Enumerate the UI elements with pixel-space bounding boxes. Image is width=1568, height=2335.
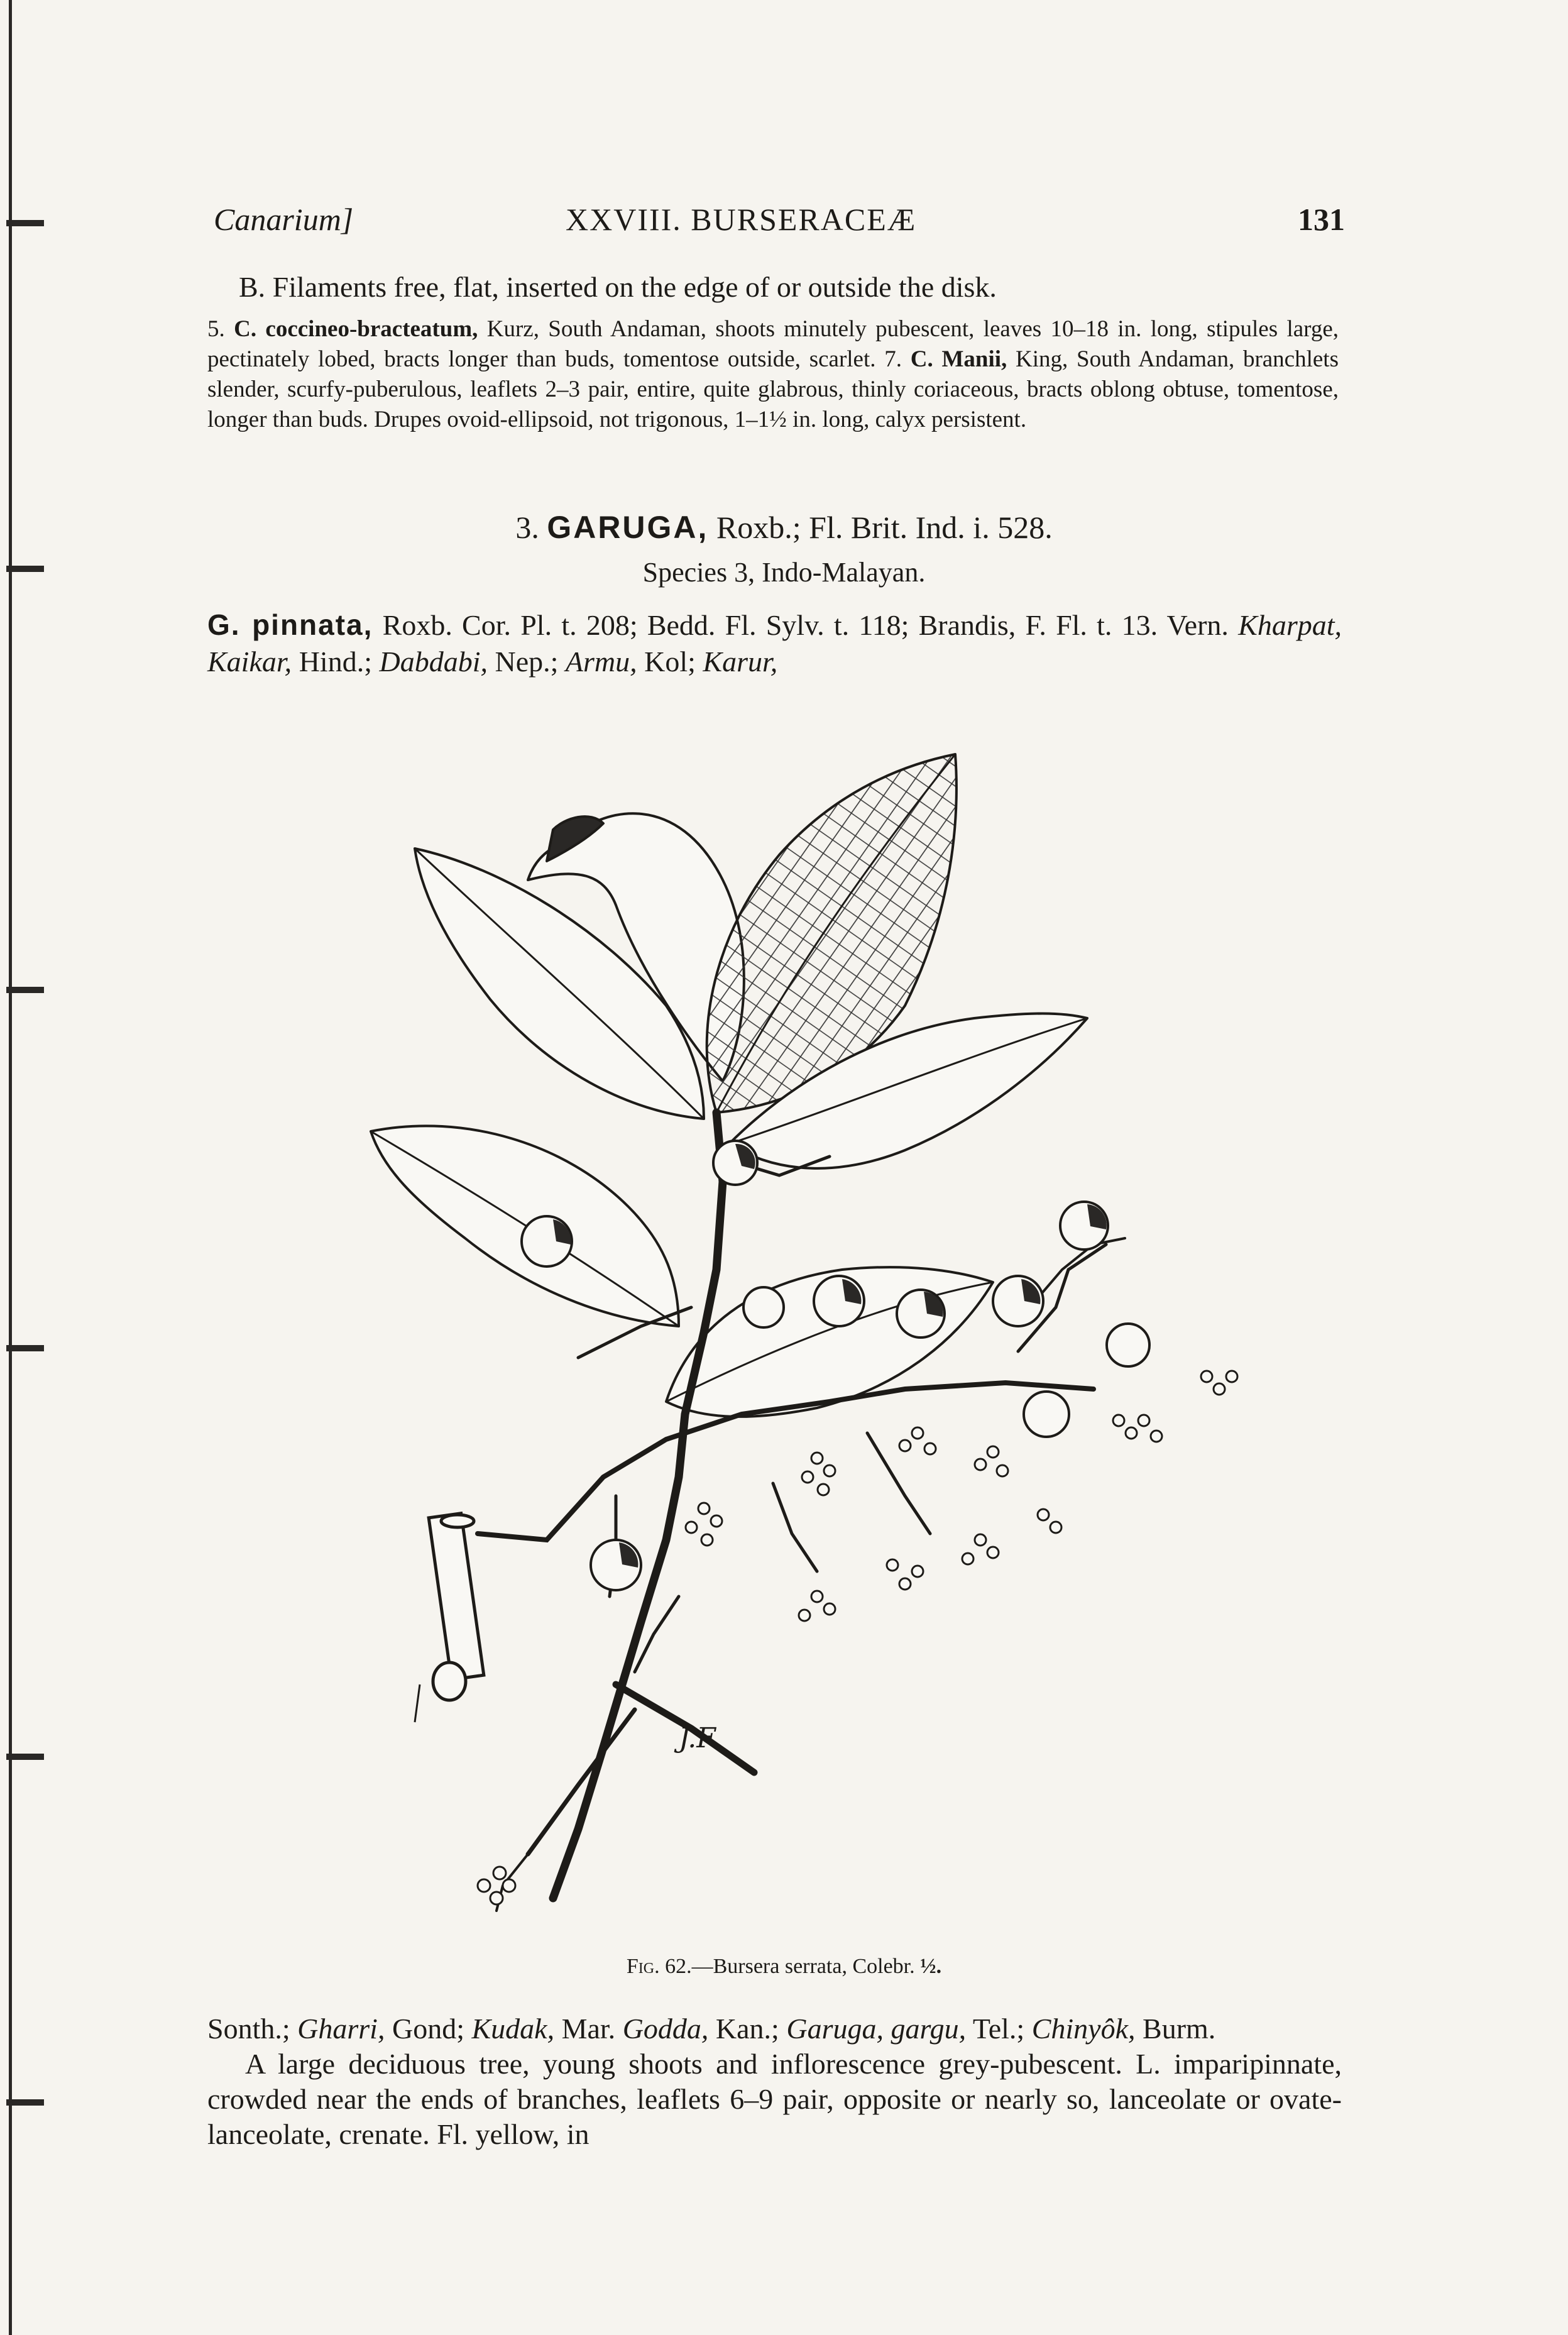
species-description: Kurz, South Andaman, shoots minutely pubescent, leaves 10–18 in. long, stipules large, pectinately lobed, bracts longer than buds, tomentose outside, scarlet. (207, 316, 1339, 372)
language-label: Nep.; (495, 646, 559, 678)
running-head-left: Canarium] (214, 202, 354, 237)
illustrator-initials: J.F. (679, 1722, 720, 1754)
species-name: C. Manii, (910, 346, 1007, 372)
vernacular-name: Kudak, (471, 2013, 555, 2045)
vernacular-names-continued (207, 2011, 1342, 2047)
species-description: King, South Andaman, branchlets slender, scurfy-puberulous, leaflets 2–3 pair, entire, quite glabrous, thinly coriaceous, bracts oblong obtuse, tomentose, longer than buds. Drupes ovoid-ellipsoid, not trigonous, 1–1½ in. long, calyx persistent. (207, 346, 1339, 432)
species-number: 5. (207, 316, 225, 342)
genus-reference: Roxb.; Fl. Brit. Ind. i. 528. (716, 510, 1053, 545)
genus-species-note: Species 3, Indo-Malayan. (642, 557, 926, 588)
page-number: 131 (1298, 202, 1345, 237)
species-name: C. coccineo-bracteatum, (234, 316, 478, 342)
vernacular-name: Kaikar, (207, 646, 292, 678)
binding-mark (6, 1345, 44, 1351)
subsection-heading: B. Filaments free, flat, inserted on the edge of or outside the disk. (239, 271, 997, 303)
binding-mark (6, 220, 44, 226)
language-label: Gond; (392, 2013, 464, 2045)
species-body (207, 2011, 1342, 2152)
page-header (214, 201, 1345, 239)
species-references: Roxb. Cor. Pl. t. 208; Bedd. Fl. Sylv. t. 118; Brandis, F. Fl. t. 13. Vern. (382, 609, 1229, 641)
binding-mark (6, 2099, 44, 2106)
vernacular-name: Garuga, gargu, (786, 2013, 967, 2045)
genus-number: 3. (515, 510, 539, 545)
binding-mark (6, 1754, 44, 1760)
language-label: Hind.; (299, 646, 372, 678)
species-description: A large deciduous tree, young shoots and inflorescence grey-pubescent. L. imparipinnate, crowded near the ends of branches, leaflets 6–9 pair, opposite or nearly so, lanceolate or ovate-lanceolate, crenate. Fl. yellow, in (207, 2048, 1342, 2150)
genus-heading (0, 509, 1568, 546)
language-label: Sonth.; (207, 2013, 290, 2045)
species-name: G. pinnata, (207, 608, 373, 641)
fruit (1107, 1324, 1149, 1366)
figure-caption (0, 1955, 1568, 1979)
vernacular-name: Dabdabi, (379, 646, 488, 678)
language-label: Burm. (1143, 2013, 1216, 2045)
fruit (1024, 1392, 1069, 1437)
genus-name: GARUGA, (547, 510, 709, 545)
language-label: Tel.; (972, 2013, 1025, 2045)
caption-text: —Bursera serrata, Colebr. (691, 1955, 915, 1978)
vernacular-name: Gharri, (297, 2013, 385, 2045)
species-number: 7. (884, 346, 902, 372)
species-reference-paragraph (207, 607, 1342, 680)
vernacular-name: Karur, (703, 646, 778, 678)
language-label: Kol; (644, 646, 696, 678)
vernacular-name: Armu, (565, 646, 637, 678)
binding-mark (6, 987, 44, 993)
running-head-title: XXVIII. BURSERACEÆ (566, 202, 917, 237)
vernacular-name: Godda, (622, 2013, 709, 2045)
vernacular-name: Kharpat, (1238, 609, 1342, 641)
binding-edge (9, 0, 12, 2335)
caption-scale: ½. (920, 1955, 942, 1978)
vernacular-name: Chinyôk, (1031, 2013, 1136, 2045)
language-label: Kan.; (715, 2013, 779, 2045)
figure-label: Fig. 62. (626, 1955, 692, 1978)
canarium-species-notes (207, 314, 1339, 435)
fruit (743, 1287, 784, 1327)
language-label: Mar. (561, 2013, 616, 2045)
botanical-illustration (339, 704, 1269, 1967)
